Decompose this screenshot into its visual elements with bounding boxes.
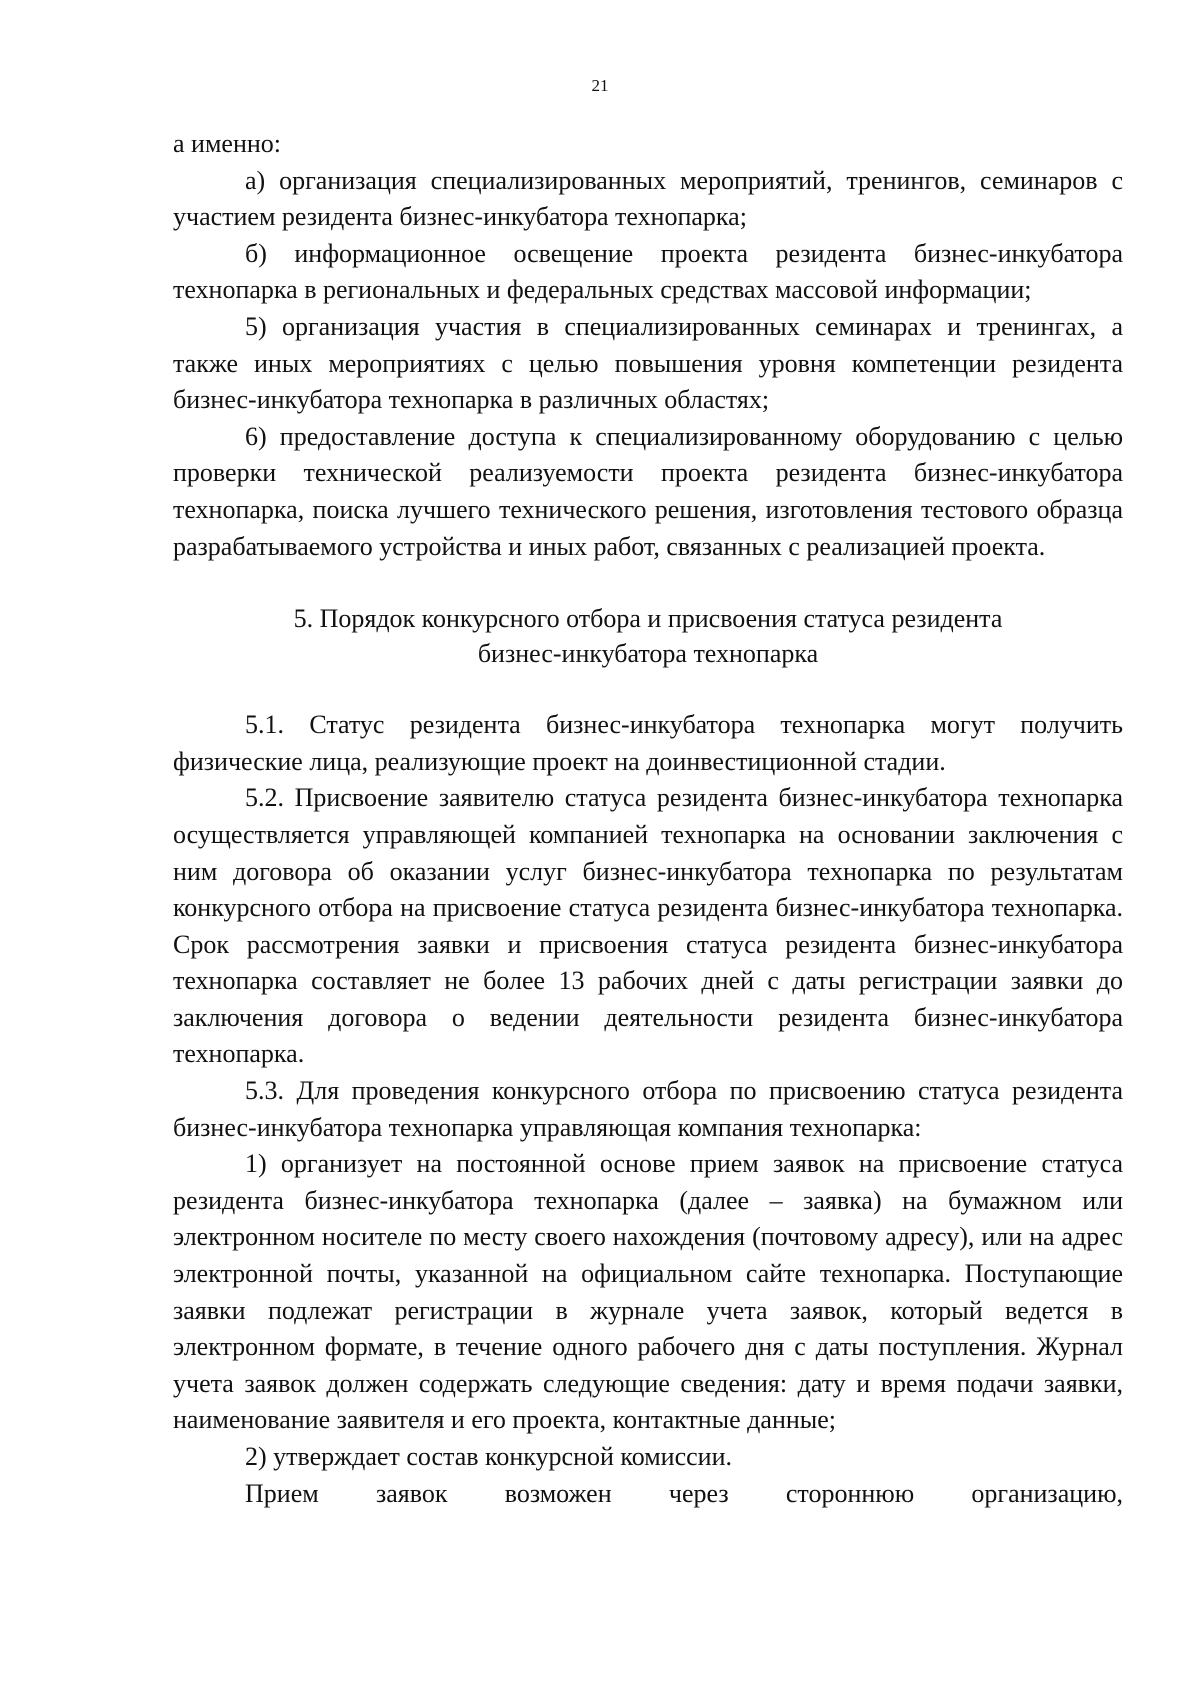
paragraph-item-5: 5) организация участия в специализированных семинарах и тренингах, а также иных мероприятиях с целью повышения уровня компетенции резидента бизнес-инкубатора технопарка в различных областях; xyxy=(173,311,1123,415)
paragraph-trailing: Прием заявок возможен через стороннюю организацию, xyxy=(245,1478,1123,1508)
paragraph-intro: а именно: xyxy=(173,129,281,158)
paragraph-5-3: 5.3. Для проведения конкурсного отбора по присвоению статуса резидента бизнес-инкубатора технопарка управляющая компания технопарка: xyxy=(173,1076,1123,1142)
section-heading-line-2: бизнес-инкубатора технопарка xyxy=(477,639,819,669)
paragraph-item-b: б) информационное освещение проекта резидента бизнес-инкубатора технопарка в региональных и федеральных средствах массовой информации; xyxy=(173,238,1123,305)
paragraph-5-3-item-1: 1) организует на постоянной основе прием заявок на присвоение статуса резидента бизнес-инкубатора технопарка (далее – заявка) на бумажном или электронном носителе по месту своего нахождения (почтовому адресу), или на адрес электронной почты, указанной на официальном сайте технопарка. Поступающие заявки подлежат регистрации в журнале учета заявок, который ведется в электронном формате, в течение одного рабочего дня с даты поступления. Журнал учета заявок должен содержать следующие сведения: дату и время подачи заявки, наименование заявителя и его проекта, контактные данные; xyxy=(173,1149,1123,1435)
paragraph-item-6: 6) предоставление доступа к специализированному оборудованию с целью проверки технической реализуемости проекта резидента бизнес-инкубатора технопарка, поиска лучшего технического решения, изготовления тестового образца разрабатываемого устройства и иных работ, связанных с реализацией проекта. xyxy=(173,421,1123,561)
document-body xyxy=(173,126,1123,1512)
paragraph-item-a: а) организация специализированных мероприятий, тренингов, семинаров с участием резидента бизнес-инкубатора технопарка; xyxy=(173,165,1123,232)
section-heading-line-1: 5. Порядок конкурсного отбора и присвоения статуса резидента xyxy=(293,604,1003,634)
paragraph-5-1: 5.1. Статус резидента бизнес-инкубатора технопарка могут получить физические лица, реализующие проект на доинвестиционной стадии. xyxy=(173,710,1123,776)
paragraph-5-3-item-2: 2) утверждает состав конкурсной комиссии. xyxy=(245,1442,732,1471)
paragraph-5-2: 5.2. Присвоение заявителю статуса резидента бизнес-инкубатора технопарка осуществляется управляющей компанией технопарка на основании заключения с ним договора об оказании услуг бизнес-инкубатора технопарка по результатам конкурсного отбора на присвоение статуса резидента бизнес-инкубатора технопарка. Срок рассмотрения заявки и присвоения статуса резидента бизнес-инкубатора технопарка составляет не более 13 рабочих дней с даты регистрации заявки до заключения договора о ведении деятельности резидента бизнес-инкубатора технопарка. xyxy=(173,783,1123,1069)
page-number: 21 xyxy=(591,76,609,95)
section-heading xyxy=(173,601,1123,671)
